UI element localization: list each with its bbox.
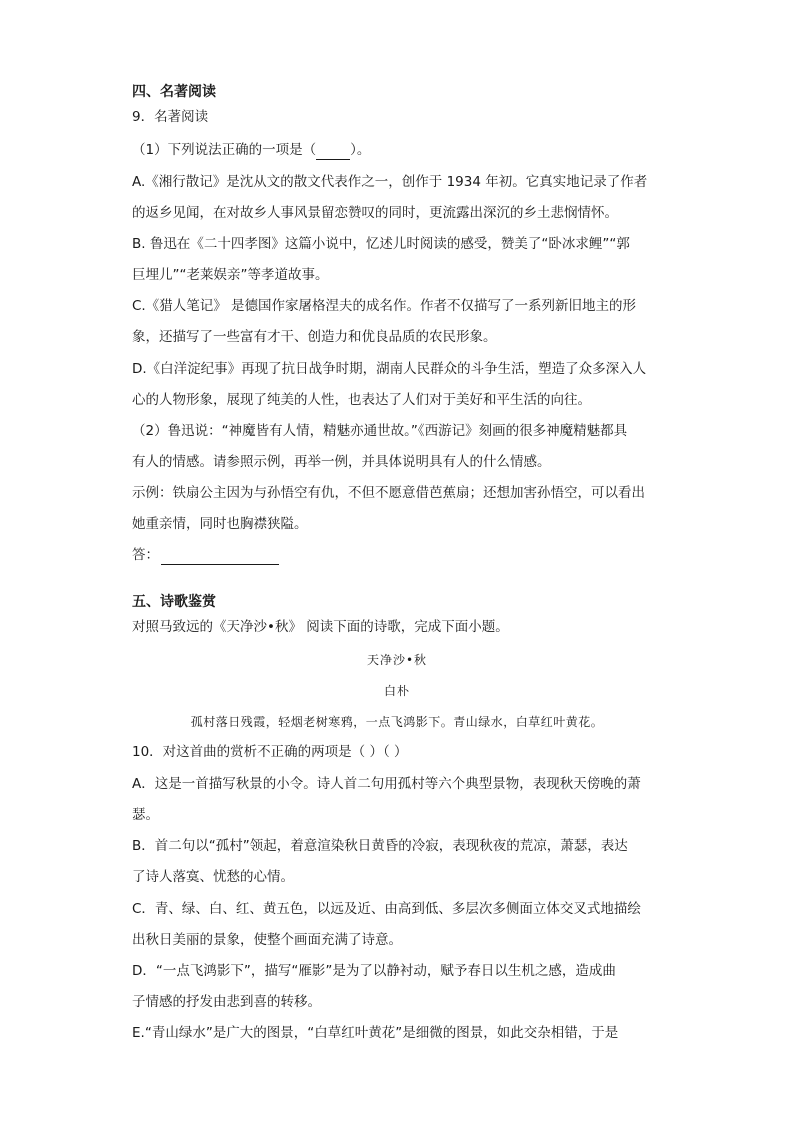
poem-title: 天净沙•秋	[366, 653, 428, 667]
option-b-line1: B. 鲁迅在《二十四孝图》这篇小说中，忆述儿时阅读的感受，赞美了“卧冰求鲤”“郭	[132, 236, 630, 252]
part1-suffix: ）。	[350, 142, 371, 158]
q10-option-d-line1: D．“一点飞鸿影下”，描写“雁影”是为了以静衬动，赋予春日以生机之感，造成曲	[132, 963, 616, 979]
q10-option-d-line2: 子情感的抒发由悲到喜的转移。	[132, 994, 321, 1010]
option-d-line1: D.《白洋淀纪事》再现了抗日战争时期，湖南人民群众的斗争生活，塑造了众多深入人	[132, 361, 647, 377]
section-heading-poetry: 五、诗歌鉴赏	[132, 594, 216, 610]
poetry-intro: 对照马致远的《天净沙•秋》 阅读下面的诗歌，完成下面小题。	[132, 619, 509, 635]
example-line2: 她重亲情，同时也胸襟狭隘。	[132, 516, 308, 532]
q10-option-c-line2: 出秋日美丽的景象，使整个画面充满了诗意。	[132, 932, 402, 948]
option-d-line2: 心的人物形象，展现了纯美的人性，也表达了人们对于美好和平生活的向往。	[132, 392, 591, 408]
question-9-part2-line2: 有人的情感。请参照示例，再举一例，并具体说明具有人的什么情感。	[132, 454, 551, 470]
option-a-line2: 的返乡见闻，在对故乡人事风景留恋赞叹的同时，更流露出深沉的乡土悲悯情怀。	[132, 205, 618, 221]
option-a-line1: A.《湘行散记》是沈从文的散文代表作之一，创作于 1934 年初。它真实地记录了作者	[132, 174, 648, 190]
example-line1: 示例：铁扇公主因为与孙悟空有仇，不但不愿意借芭蕉扇；还想加害孙悟空，可以看出	[132, 485, 645, 501]
answer-blank[interactable]	[316, 145, 350, 160]
section-heading-famous-works: 四、名著阅读	[132, 84, 216, 100]
part1-prefix: （1）下列说法正确的一项是（	[132, 142, 317, 158]
option-c-line2: 象，还描写了一些富有才干、创造力和优良品质的农民形象。	[132, 329, 497, 345]
question-10: 10．对这首曲的赏析不正确的两项是（ ）（ ）	[132, 744, 408, 760]
q10-option-e-line1: E.“青山绿水”是广大的图景，“白草红叶黄花”是细微的图景，如此交杂相错，于是	[132, 1025, 619, 1041]
answer-row	[132, 545, 672, 565]
poem-author: 白朴	[383, 684, 410, 698]
question-9-title: 9．名著阅读	[132, 109, 209, 125]
q10-option-b-line1: B．首二句以“孤村”领起，着意渲染秋日黄昏的冷寂，表现秋夜的荒凉，萧瑟，表达	[132, 838, 628, 854]
q10-option-b-line2: 了诗人落寞、忧愁的心情。	[132, 869, 294, 885]
question-9-part2-line1: （2）鲁迅说：“神魔皆有人情，精魅亦通世故。”《西游记》刻画的很多神魔精魅都具	[132, 423, 628, 439]
answer-line[interactable]	[161, 549, 279, 565]
question-9-part1	[132, 140, 672, 160]
q10-option-c-line1: C．青、绿、白、红、黄五色，以远及近、由高到低、多层次多侧面立体交叉式地描绘	[132, 901, 641, 917]
q10-option-a-line2: 瑟。	[132, 807, 159, 823]
answer-label: 答：	[132, 547, 159, 563]
q10-option-a-line1: A．这是一首描写秋景的小令。诗人首二句用孤村等六个典型景物，表现秋天傍晚的萧	[132, 776, 641, 792]
option-b-line2: 巨埋儿”“老莱娱亲”等孝道故事。	[132, 267, 329, 283]
option-c-line1: C.《猎人笔记》 是德国作家屠格涅夫的成名作。作者不仅描写了一系列新旧地主的形	[132, 298, 637, 314]
poem-text: 孤村落日残霞，轻烟老树寒鸦，一点飞鸿影下。青山绿水，白草红叶黄花。	[190, 715, 604, 729]
